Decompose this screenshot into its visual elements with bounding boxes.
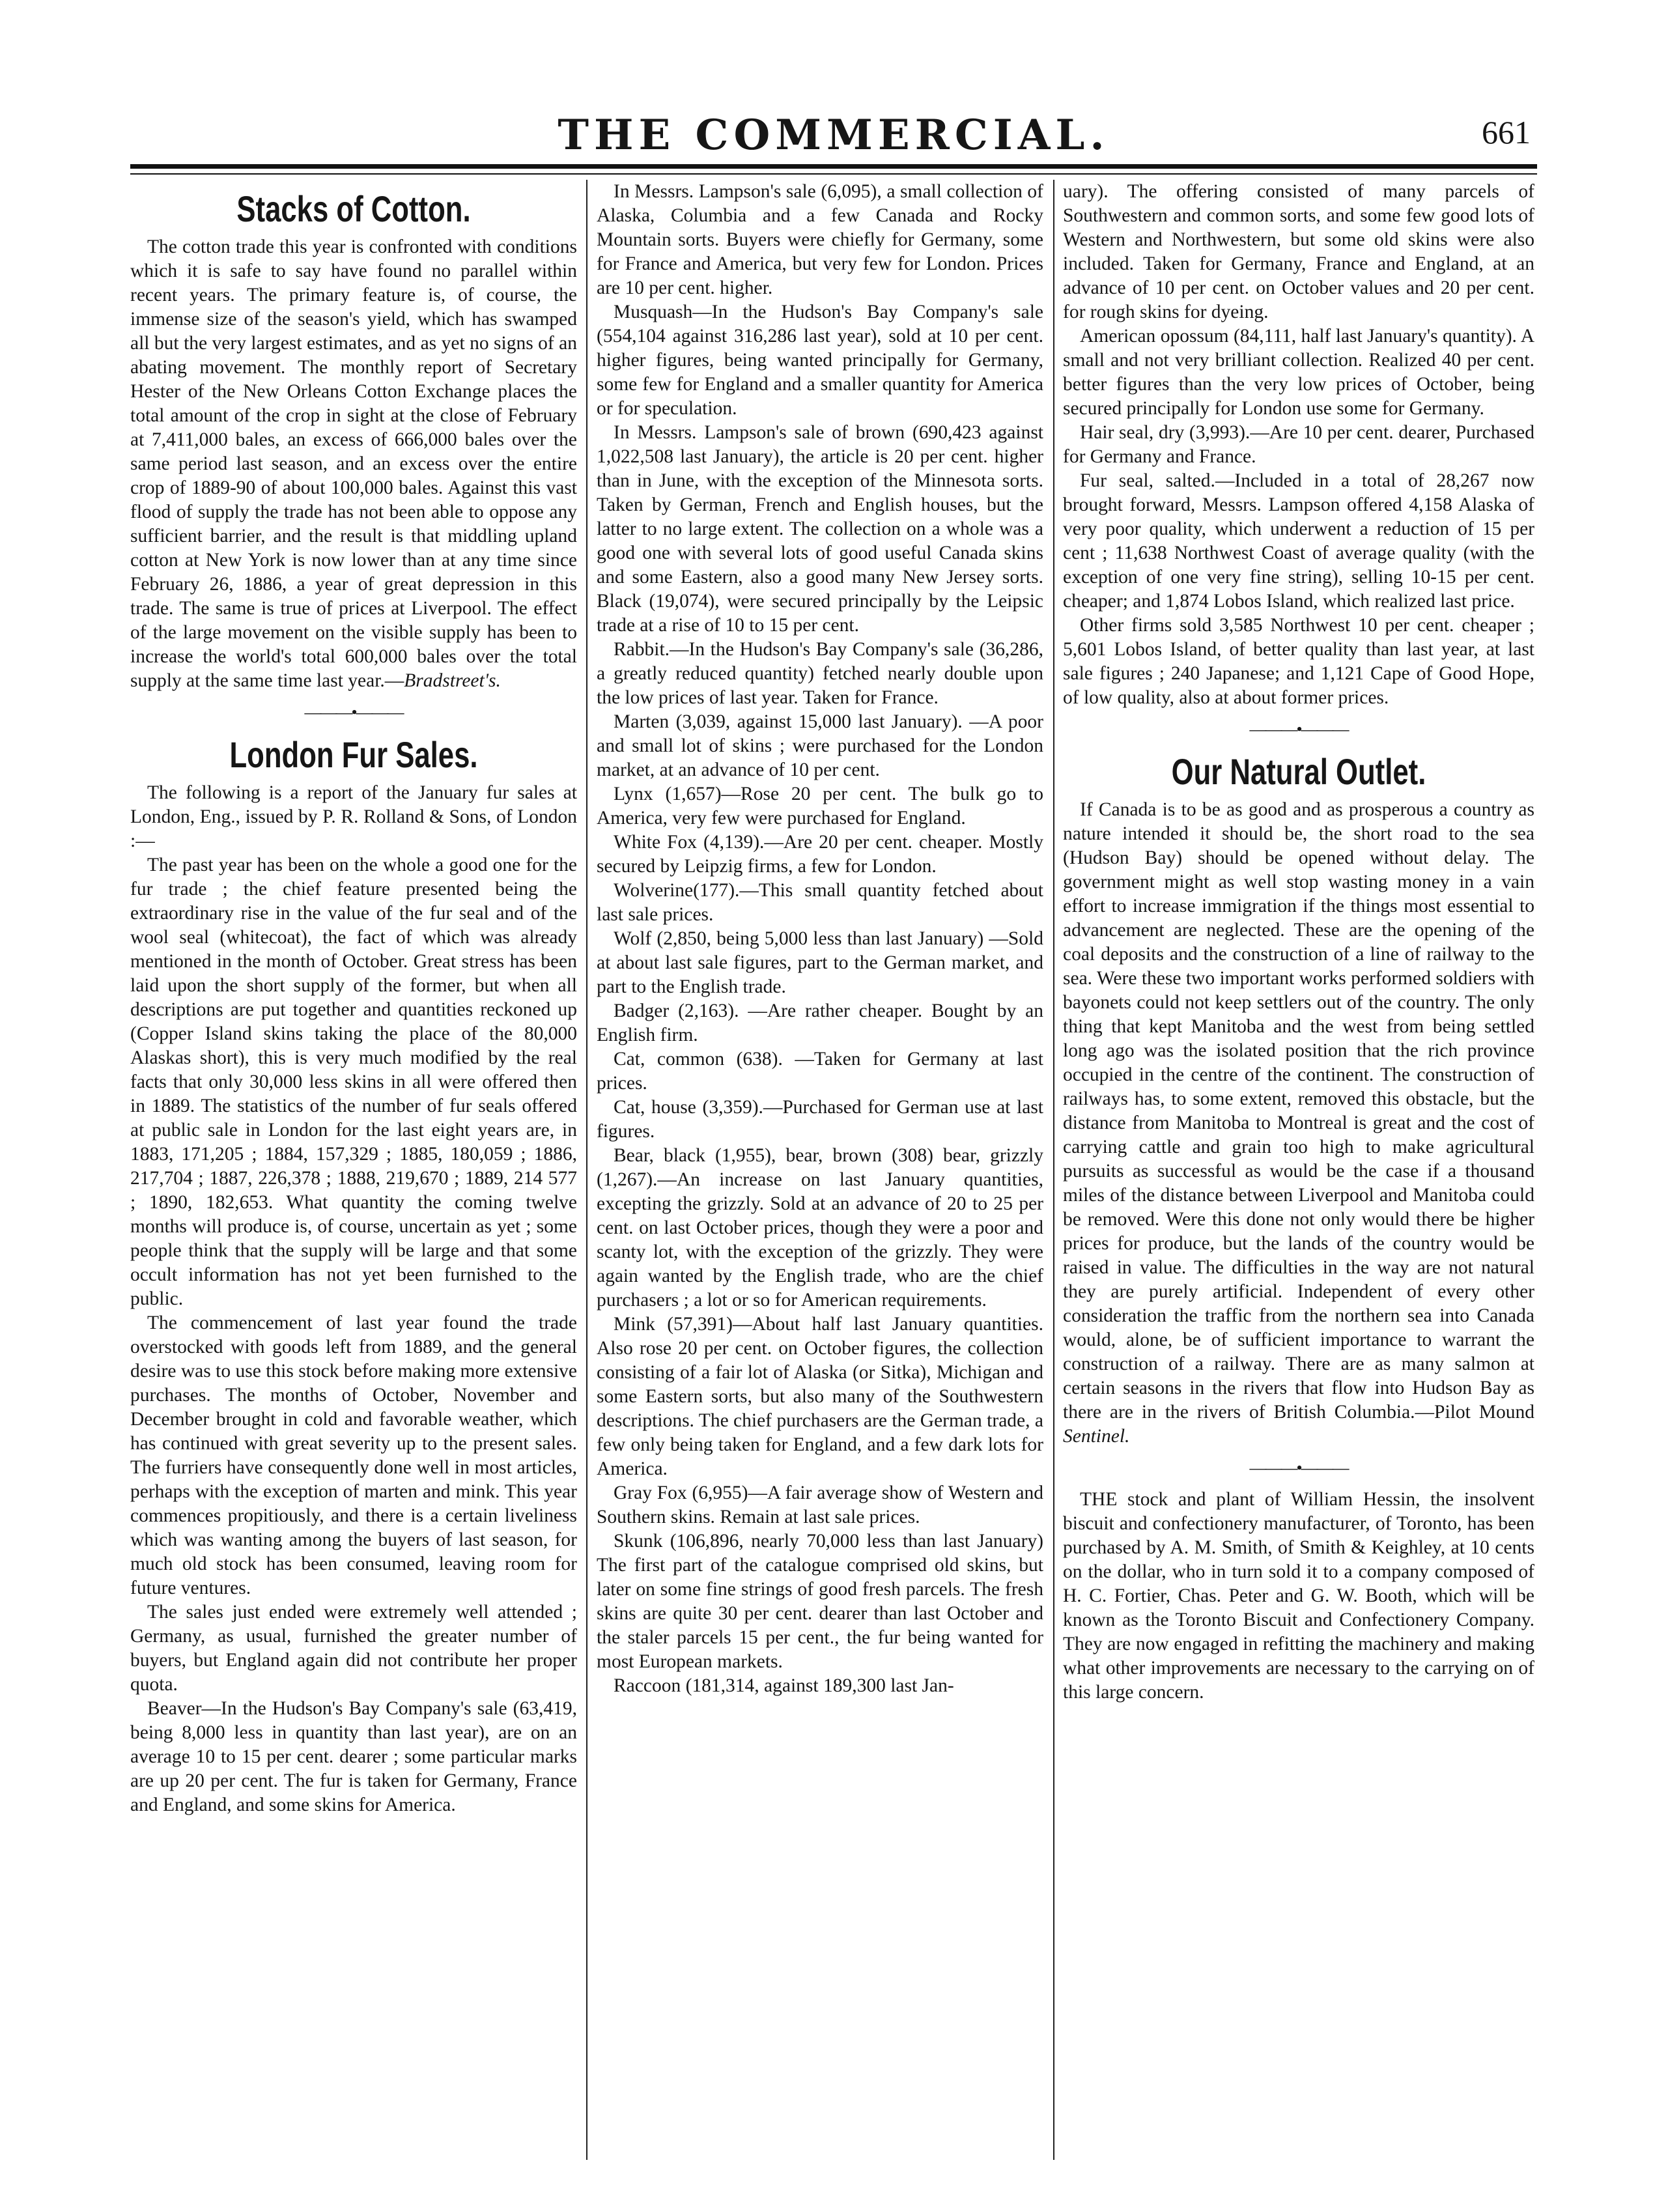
separator: ———•——— — [1249, 1458, 1348, 1477]
cotton-paragraph — [130, 235, 577, 693]
article-title-fur: London Fur Sales. — [229, 734, 478, 775]
fur-paragraph: Lynx (1,657)—Rose 20 per cent. The bulk go to America, very few were purchased for England. — [597, 784, 1043, 829]
fur-paragraph: In Messrs. Lampson's sale (6,095), a small collection of Alaska, Columbia and a few Canada and Rocky Mountain sorts. Buyers were chiefly for Germany, some for France and America, but very few for London. Prices are 10 per cent. higher. — [597, 181, 1043, 298]
fur-paragraph: Musquash—In the Hudson's Bay Company's sale (554,104 against 316,286 last year), sold at 10 per cent. higher figures, being wanted principally for Germany, some few for England and a smaller quantity for America or for speculation. — [597, 302, 1043, 419]
masthead — [130, 111, 1537, 163]
hessin-paragraph: THE stock and plant of William Hessin, the insolvent biscuit and confectionery manufacturer, of Toronto, has been purchased by A. M. Smith, of Smith & Keighley, at 10 cents on the dollar, who in turn sold it to a company composed of H. C. Fortier, Chas. Peter and G. W. Booth, which will be known as the Toronto Biscuit and Confectionery Company. They are now engaged in refitting the machinery and making what other improvements are necessary to the carrying on of this large concern. — [1063, 1489, 1534, 1703]
separator: ———•——— — [1249, 720, 1348, 739]
fur-paragraph: Rabbit.—In the Hudson's Bay Company's sale (36,286, a greatly reduced quantity) fetched nearly double upon the low prices of last year. Taken for France. — [597, 639, 1043, 708]
outlet-paragraph — [1063, 798, 1534, 1449]
column-2 — [597, 180, 1043, 2166]
fur-paragraph: Beaver—In the Hudson's Bay Company's sale (63,419, being 8,000 less in quantity than last year), are on an average 10 to 15 per cent. dearer ; some particular marks are up 20 per cent. The fur is taken for Germany, France and England, and some skins for America. — [130, 1698, 577, 1815]
fur-paragraph: Wolf (2,850, being 5,000 less than last January) —Sold at about last sale figures, part to the German market, and part to the English trade. — [597, 928, 1043, 997]
fur-paragraph: Fur seal, salted.—Included in a total of 28,267 now brought forward, Messrs. Lampson offered 4,158 Alaska of very poor quality, which underwent a reduction of 15 per cent ; 11,638 Northwest Coast of average quality (with the exception of one very fine string), selling 10-15 per cent. cheaper; and 1,874 Lobos Island, which realized last price. — [1063, 470, 1534, 612]
page-number: 661 — [1482, 114, 1531, 150]
fur-paragraph: Cat, common (638). —Taken for Germany at last prices. — [597, 1049, 1043, 1094]
fur-paragraph: Wolverine(177).—This small quantity fetched about last sale prices. — [597, 880, 1043, 925]
fur-paragraph: The following is a report of the January fur sales at London, Eng., issued by P. R. Rolland & Sons, of London :— — [130, 782, 577, 851]
fur-paragraph: Mink (57,391)—About half last January quantities. Also rose 20 per cent. on October figures, the collection consisting of a fair lot of Alaska (or Sitka), Michigan and some Eastern sorts, but also many of the Southwestern descriptions. The chief purchasers are the German trade, a few only being taken for England, and a few dark lots for America. — [597, 1314, 1043, 1479]
fur-paragraph: Badger (2,163). —Are rather cheaper. Bought by an English firm. — [597, 1000, 1043, 1045]
fur-paragraph: Raccoon (181,314, against 189,300 last Jan- — [614, 1675, 954, 1696]
fur-paragraph: Other firms sold 3,585 Northwest 10 per cent. cheaper ; 5,601 Lobos Island, of better quality than last year, at last sale figures ; 240 Japanese; and 1,121 Cape of Good Hope, of low quality, also at about former prices. — [1063, 615, 1534, 708]
article-title-cotton: Stacks of Cotton. — [236, 188, 471, 229]
column-1 — [130, 180, 577, 2166]
outlet-text: If Canada is to be as good and as prosperous a country as nature intended it should be, the short road to the sea (Hudson Bay) should be opened without delay. The government might as well stop wasting money in a vain effort to increase immigration if the things most essential to advancement are neglected. These are the opening of the coal deposits and the construction of a line of railway to the sea. Were these two important works performed soldiers with bayonets could not keep settlers out of the country. The only thing that kept Manitoba and the west from being settled long ago was the isolated position that the rich province occupied in the centre of the continent. The construction of railways has, to some extent, removed this obstacle, but the distance from Manitoba to Montreal is great and the cost of carrying cattle and grain too high to make agricultural pursuits as successful as would be the case if a thousand miles of the distance between Liverpool and Manitoba could be removed. Were this done not only would there be higher prices for produce, but the lands of the country would be raised in value. The difficulties in the way are not natural they are purely artificial. Independent of every other consideration the traffic from the northern sea into Canada would, alone, be of sufficient importance to warrant the construction of a railway. There are as many salmon at certain seasons in the rivers that flow into Hudson Bay as there are in the rivers of British Columbia.—Pilot Mound — [1063, 799, 1534, 1423]
fur-paragraph: The past year has been on the whole a good one for the fur trade ; the chief feature presented being the extraordinary rise in the value of the fur seal and of the wool seal (whitecoat), the fact of which was already mentioned in the month of October. Great stress has been laid upon the short supply of the former, but when all descriptions are put together and quantities reckoned up (Copper Island skins taking the place of the 80,000 Alaskas short), this is very much modified by the real facts that only 30,000 less skins in all were offered then in 1889. The statistics of the number of fur seals offered at public sale in London for the last eight years are, in 1883, 171,205 ; 1884, 157,329 ; 1885, 180,059 ; 1886, 217,704 ; 1887, 226,378 ; 1888, 219,670 ; 1889, 214 577 ; 1890, 182,653. What quantity the coming twelve months will produce is, of course, uncertain as yet ; some people think that the supply will be large and that some occult information has not yet been furnished to the public. — [130, 855, 577, 1309]
fur-paragraph: The commencement of last year found the trade overstocked with goods left from 1889, and the general desire was to use this stock before making more extensive purchases. The months of October, November and December brought in cold and favorable weather, which has continued with great severity up to the present sales. The furriers have consequently done well in most articles, perhaps with the exception of marten and mink. This year commences propitiously, and there is a certain liveliness which was wanting among the buyers of last season, for much old stock has been consumed, leaving room for future ventures. — [130, 1312, 577, 1598]
fur-paragraph: Marten (3,039, against 15,000 last January). —A poor and small lot of skins ; were purchased for the London market, at an advance of 10 per cent. — [597, 711, 1043, 780]
fur-paragraph: White Fox (4,139).—Are 20 per cent. cheaper. Mostly secured by Leipzig firms, a few for London. — [597, 832, 1043, 877]
fur-paragraph: In Messrs. Lampson's sale of brown (690,423 against 1,022,508 last January), the article is 20 per cent. higher than in June, with the exception of the Minnesota sorts. Taken by German, French and English houses, but the latter to no large extent. The collection on a whole was a good one with several lots of good useful Canada skins and some Eastern, also a good many New Jersey sorts. Black (19,074), were secured principally by the Leipsic trade at a rise of 10 to 15 per cent. — [597, 422, 1043, 636]
fur-paragraph: Gray Fox (6,955)—A fair average show of Western and Southern skins. Remain at last sale prices. — [597, 1482, 1043, 1527]
publication-title: THE COMMERCIAL. — [558, 111, 1110, 160]
fur-paragraph: The sales just ended were extremely well attended ; Germany, as usual, furnished the greater number of buyers, but England again did not contribute her proper quota. — [130, 1602, 577, 1695]
fur-paragraph: Bear, black (1,955), bear, brown (308) bear, grizzly (1,267).—An increase on last January quantities, excepting the grizzly. Sold at an advance of 20 to 25 per cent. on last October prices, though they were a poor and scanty lot, with the exception of the grizzly. They were again wanted by the English trade, who are the chief purchasers ; a lot or so for American requirements. — [597, 1145, 1043, 1311]
column-divider — [586, 180, 587, 2160]
separator: ———•——— — [304, 703, 403, 722]
fur-paragraph: uary). The offering consisted of many parcels of Southwestern and common sorts, and some few good lots of Western and Northwestern, but some old skins were also included. Taken for Germany, France and England, at an advance of 10 per cent. on October values and 20 per cent. for rough skins for dyeing. — [1063, 181, 1534, 322]
column-3 — [1063, 180, 1534, 2166]
header-rule — [130, 164, 1537, 169]
fur-paragraph: American opossum (84,111, half last January's quantity). A small and not very brilliant collection. Realized 40 per cent. better figures than the very low prices of October, being secured principally for London use some for Germany. — [1063, 326, 1534, 419]
article-title-outlet: Our Natural Outlet. — [1171, 751, 1426, 792]
column-divider — [1053, 180, 1054, 2160]
outlet-source: Sentinel. — [1063, 1426, 1130, 1447]
fur-paragraph: Skunk (106,896, nearly 70,000 less than last January) The first part of the catalogue comprised old skins, but later on some fine strings of good fresh parcels. The fresh skins are quite 30 per cent. dearer than last October and the staler parcels 15 per cent., the fur being wanted for most European markets. — [597, 1531, 1043, 1672]
fur-paragraph: Cat, house (3,359).—Purchased for German use at last figures. — [597, 1097, 1043, 1142]
fur-paragraph: Hair seal, dry (3,993).—Are 10 per cent. dearer, Purchased for Germany and France. — [1063, 422, 1534, 467]
cotton-source: Bradstreet's. — [404, 670, 501, 691]
cotton-text: The cotton trade this year is confronted with conditions which it is safe to say have found no parallel within recent years. The primary feature is, of course, the immense size of the season's yield, which has swamped all but the very largest estimates, and as yet no signs of an abating movement. The monthly report of Secretary Hester of the New Orleans Cotton Exchange places the total amount of the crop in sight at the close of February at 7,411,000 bales, an excess of 666,000 bales over the same period last season, and an excess over the entire crop of 1889-90 of about 100,000 bales. Against this vast flood of supply the trade has not been able to oppose any sufficient barrier, and the result is that middling upland cotton at New York is now lower than at any time since February 26, 1886, a year of great depression in this trade. The same is true of prices at Liverpool. The effect of the large movement on the visible supply has been to increase the world's total 600,000 bales over the total supply at the same time last year.— — [130, 236, 577, 691]
header-rule-thin — [130, 173, 1537, 175]
